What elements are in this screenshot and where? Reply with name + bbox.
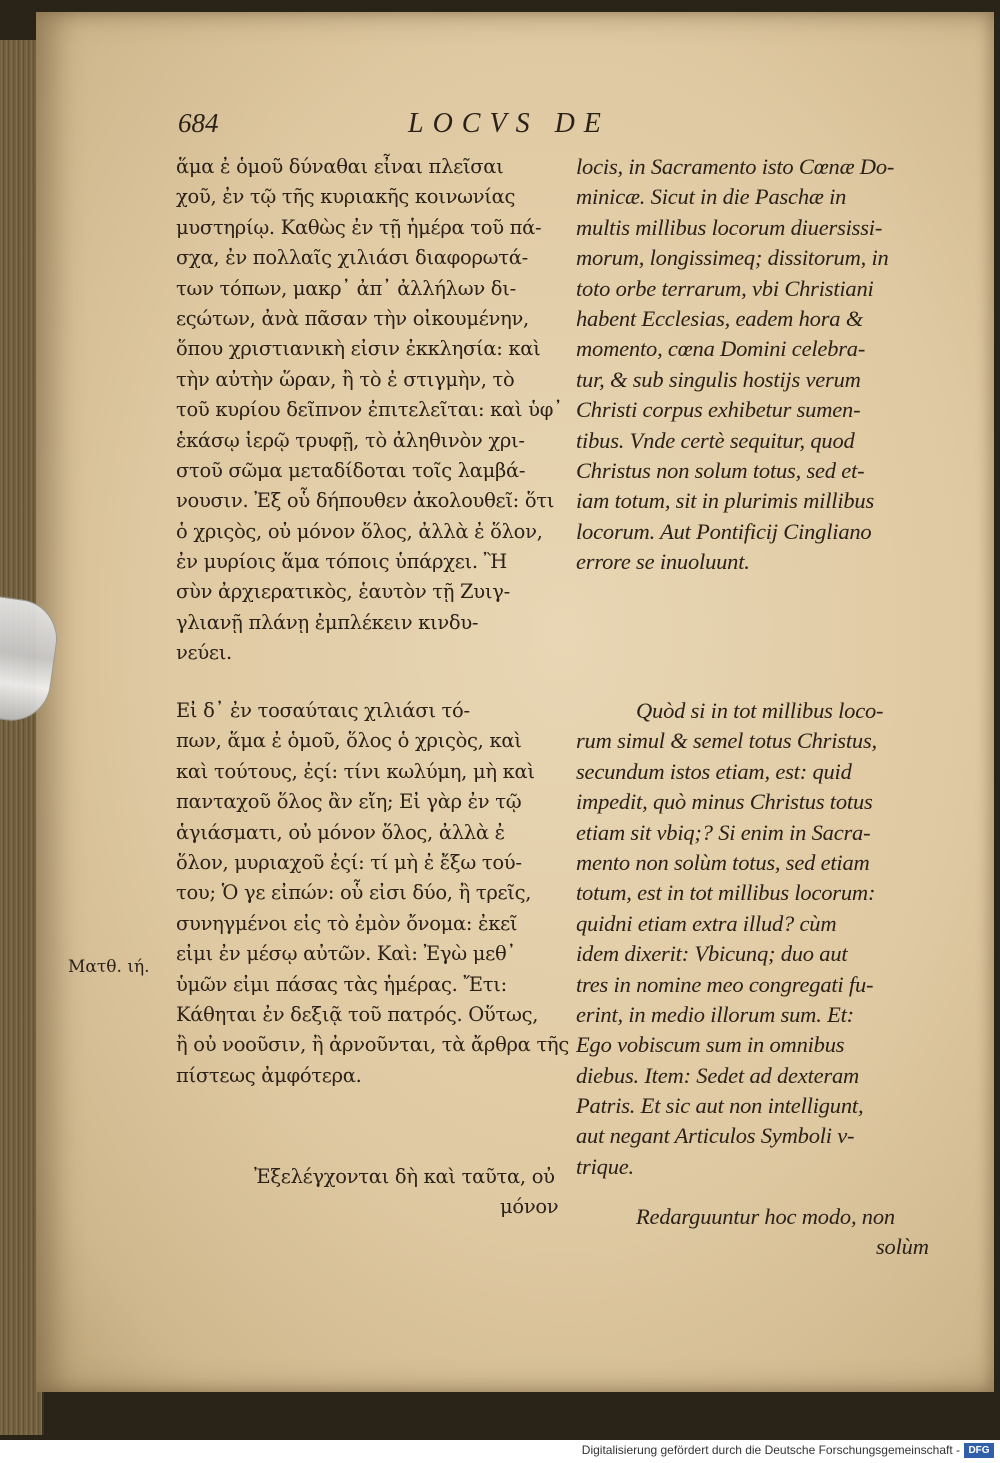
marginal-reference: Ματθ. ιή. (68, 957, 150, 977)
greek-line: ἐν μυρίοις ἅμα τόποις ὑπάρχει. Ἢ (176, 550, 508, 574)
greek-line: πανταχοῦ ὅλος ἂν εἴη; Εἰ γὰρ ἐν τῷ (176, 790, 522, 814)
dfg-logo-icon: DFG (964, 1443, 994, 1458)
latin-line: Redarguuntur hoc modo, non (636, 1204, 895, 1229)
latin-line: Patris. Et sic aut non intelligunt, (576, 1093, 864, 1119)
greek-line: ἁγιάσματι, οὐ μόνον ὅλος, ἀλλὰ ἐ (176, 820, 505, 844)
latin-line: mento non solùm totus, sed etiam (576, 849, 870, 875)
latin-line: erint, in medio illorum sum. Et: (576, 1001, 854, 1027)
latin-line: totum, est in tot millibus locorum: (576, 880, 876, 906)
latin-line: Ego vobiscum sum in omnibus (576, 1032, 845, 1058)
latin-line: momento, cœna Domini celebra- (576, 336, 866, 362)
latin-line: trique. (576, 1153, 634, 1179)
greek-line: νεύει. (176, 641, 232, 665)
greek-line: τὴν αὐτὴν ὥραν, ἢ τὸ ἐ στιγμὴν, τὸ (176, 367, 515, 391)
greek-line: νουσιν. Ἐξ οὗ δήπουθεν ἀκολουθεῖ: ὅτι (176, 489, 555, 513)
latin-line: habent Ecclesias, eadem hora & (576, 305, 864, 331)
latin-column-block-1 (576, 152, 976, 577)
latin-line: Quòd si in tot millibus loco- (636, 698, 884, 723)
latin-line: tres in nomine meo congregati fu- (576, 971, 874, 997)
greek-line: Εἰ δ᾿ ἐν τοσαύταις χιλιάσι τό- (176, 699, 470, 722)
latin-line: errore se inuoluunt. (576, 549, 750, 575)
latin-line: tibus. Vnde certè sequitur, quod (576, 427, 855, 453)
greek-column-block-1 (176, 152, 616, 669)
latin-line: locis, in Sacramento isto Cœnæ Do- (576, 154, 895, 179)
greek-line: καὶ τούτους, ἐςί: τίνι κωλύμη, μὴ καὶ (176, 759, 535, 783)
greek-line: σὺν ἀρχιερατικὸς, ἑαυτὸν τῇ Ζυιγ- (176, 580, 510, 604)
greek-line: μυστηρίῳ. Καθὼς ἐν τῇ ἡμέρα τοῦ πά- (176, 215, 542, 239)
greek-line: γλιανῇ πλάνῃ ἐμπλέκειν κινδυ- (176, 610, 479, 634)
greek-line: στοῦ σῶμα μεταδίδοται τοῖς λαμβά- (176, 458, 526, 482)
page-number: 684 (178, 108, 219, 138)
book-page (36, 12, 994, 1392)
greek-line: πίστεως ἀμφότερα. (176, 1063, 362, 1087)
latin-line: multis millibus locorum diuersissi- (576, 214, 883, 240)
latin-line: iam totum, sit in plurimis millibus (576, 488, 875, 514)
greek-line: ὑμῶν εἰμι πάσας τὰς ἡμέρας. Ἔτι: (176, 972, 507, 996)
greek-line: ἢ οὐ νοοῦσιν, ἢ ἀρνοῦνται, τὰ ἄρθρα τῆς (176, 1033, 569, 1057)
greek-line: ἑκάσῳ ἱερῷ τρυφῇ, τὸ ἀληθινὸν χρι- (176, 428, 525, 452)
greek-column-block-2 (176, 696, 616, 1091)
greek-line: ὅλον, μυριαχοῦ ἐςί: τί μὴ ἐ ἔξω τού- (176, 850, 522, 874)
catchword: solùm (876, 1234, 929, 1260)
latin-line: impedit, quò minus Christus totus (576, 789, 873, 815)
latin-line: Christus non solum totus, sed et- (576, 457, 865, 483)
greek-line: ἅμα ἐ ὁμοῦ δύναθαι εἶναι πλεῖσαι (176, 155, 504, 178)
page-header (36, 108, 994, 148)
latin-line: diebus. Item: Sedet ad dexteram (576, 1062, 860, 1088)
latin-line: toto orbe terrarum, vbi Christiani (576, 275, 874, 301)
footer-bar (0, 1440, 1000, 1463)
latin-line: Christi corpus exhibetur sumen- (576, 397, 861, 423)
greek-line: συνηγμένοι εἰς τὸ ἐμὸν ὄνομα: ἐκεῖ (176, 911, 518, 935)
latin-line: secundum istos etiam, est: quid (576, 758, 852, 784)
greek-line: χοῦ, ἐν τῷ τῆς κυριακῆς κοινωνίας (176, 185, 516, 209)
greek-line: των τόπων, μακρ᾿ ἀπ᾿ ἀλλήλων δι- (176, 276, 516, 300)
footer-credit: Digitalisierung gefördert durch die Deutsche Forschungsgemeinschaft - (581, 1443, 960, 1457)
latin-line: morum, longissimeq; dissitorum, in (576, 245, 889, 271)
greek-line: πων, ἅμα ἐ ὁμοῦ, ὅλος ὁ χριςὸς, καὶ (176, 729, 522, 753)
latin-line: locorum. Aut Pontificij Cingliano (576, 518, 872, 544)
latin-column-block-3 (576, 1202, 976, 1263)
latin-line: aut negant Articulos Symboli v- (576, 1123, 855, 1149)
latin-line: rum simul & semel totus Christus, (576, 728, 877, 754)
greek-column-block-3 (176, 1162, 616, 1223)
latin-line: minicæ. Sicut in die Paschæ in (576, 184, 847, 210)
greek-line: εἰμι ἐν μέσῳ αὐτῶν. Καὶ: Ἐγὼ μεθ᾿ (176, 942, 516, 966)
greek-line: Ἐξελέγχονται δὴ καὶ ταῦτα, οὐ (254, 1165, 555, 1188)
greek-line: εςώτων, ἀνὰ πᾶσαν τὴν οἰκουμένην, (176, 306, 529, 330)
latin-line: etiam sit vbiq;? Si enim in Sacra- (576, 819, 871, 845)
running-title: LOCVS DE (408, 108, 610, 139)
greek-line: ὅπου χριστιανικὴ εἰσιν ἐκκλησία: καὶ (176, 337, 541, 361)
greek-line: του; Ὁ γε εἰπών: οὗ εἰσι δύο, ἢ τρεῖς, (176, 881, 532, 905)
latin-line: idem dixerit: Vbicunq; duo aut (576, 941, 848, 967)
catchword: μόνον (500, 1195, 559, 1219)
greek-line: τοῦ κυρίου δεῖπνον ἐπιτελεῖται: καὶ ὑφ᾿ (176, 398, 563, 422)
latin-line: tur, & sub singulis hostijs verum (576, 366, 861, 392)
greek-line: Κάθηται ἐν δεξιᾷ τοῦ πατρός. Οὕτως, (176, 1002, 539, 1026)
latin-line: quidni etiam extra illud? cùm (576, 910, 837, 936)
greek-line: ὁ χριςὸς, οὐ μόνον ὅλος, ἀλλὰ ἐ ὅλον, (176, 519, 543, 543)
latin-column-block-2 (576, 696, 976, 1182)
greek-line: σχα, ἐν πολλαῖς χιλιάσι διαφορωτά- (176, 246, 528, 270)
